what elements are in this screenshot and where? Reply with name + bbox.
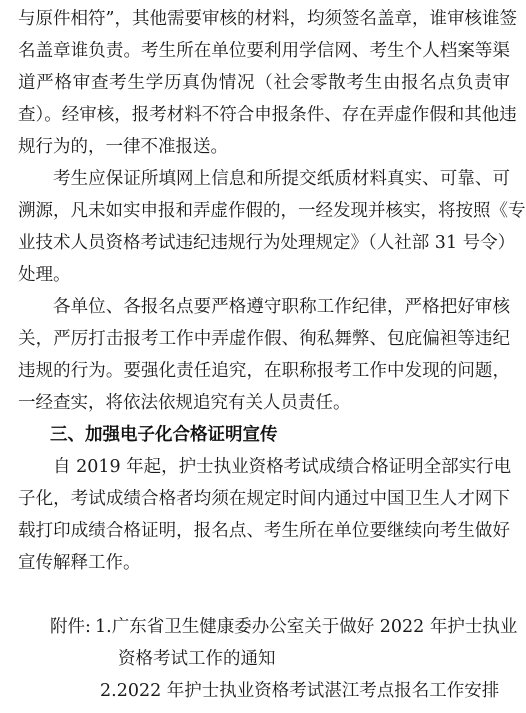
paragraph-line: 各单位、各报名点要严格遵守职称工作纪律，严格把好审核 (53, 297, 510, 317)
paragraph-line: 业技术人员资格考试违纪违规行为处理规定》（人社部 31 号令） (18, 233, 516, 253)
attachments-label: 附件: (50, 617, 91, 637)
section-heading: 三、加强电子化合格证明宣传 (50, 425, 278, 445)
paragraph-line: 自 2019 年起，护士执业资格考试成绩合格证明全部实行电 (53, 457, 512, 477)
paragraph-line: 宣传解释工作。 (18, 553, 141, 573)
paragraph-line: 规行为的，一律不准报送。 (18, 137, 228, 157)
attachment-item-2: 2.2022 年护士执业资格考试湛江考点报名工作安排 (100, 681, 500, 701)
paragraph-line: 溯源，凡未如实申报和弄虚作假的，一经发现并核实，将按照《专 (18, 201, 526, 221)
paragraph-line: 处理。 (18, 265, 71, 285)
paragraph-line: 关，严厉打击报考工作中弄虚作假、徇私舞弊、包庇偏袒等违纪 (18, 329, 510, 349)
attachment-item-1: 1.广东省卫生健康委办公室关于做好 2022 年护士执业 (95, 617, 518, 637)
paragraph-line: 考生应保证所填网上信息和所提交纸质材料真实、可靠、可 (53, 169, 510, 189)
paragraph-line: 违规的行为。要强化责任追究，在职称报考工作中发现的问题， (18, 361, 510, 381)
paragraph-line: 子化，考试成绩合格者均须在规定时间内通过中国卫生人才网下 (18, 489, 510, 509)
paragraph-line: 名盖章谁负责。考生所在单位要利用学信网、考生个人档案等渠 (18, 41, 510, 61)
paragraph-line: 与原件相符”，其他需要审核的材料，均须签名盖章，谁审核谁签 (18, 9, 517, 29)
paragraph-line: 载打印成绩合格证明，报名点、考生所在单位要继续向考生做好 (18, 521, 510, 541)
paragraph-line: 道严格审查考生学历真伪情况（社会零散考生由报名点负责审 (18, 73, 510, 93)
attachment-item-1-continued: 资格考试工作的通知 (118, 649, 276, 669)
paragraph-line: 查）。经审核，报考材料不符合申报条件、存在弄虚作假和其他违 (18, 105, 517, 125)
paragraph-line: 一经查实，将依法依规追究有关人员责任。 (18, 393, 351, 413)
